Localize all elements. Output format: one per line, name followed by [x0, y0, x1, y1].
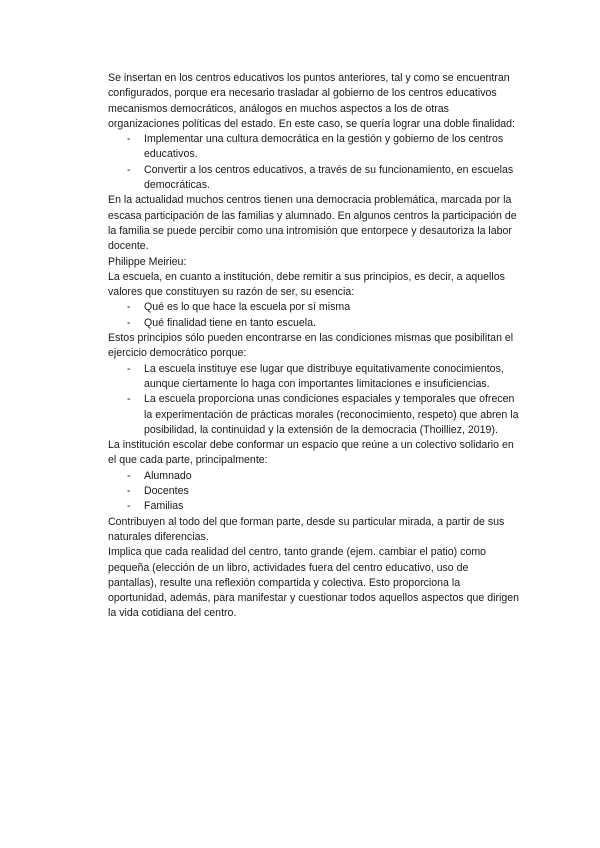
list-item: - Qué es lo que hace la escuela por sí misma — [108, 300, 520, 315]
paragraph-escuela: La escuela, en cuanto a institución, debe remitir a sus principios, es decir, a aquellos valores que constituyen su razón de ser, su esencia: — [108, 270, 505, 299]
list-item: - Convertir a los centros educativos, a través de su funcionamiento, en escuelas democráticas. — [108, 163, 520, 194]
paragraph-contribuyen: Contribuyen al todo del que forman parte, desde su particular mirada, a partir de sus naturales diferencias. — [108, 515, 505, 543]
list-item: - Docentes — [108, 484, 520, 499]
list-principios — [108, 300, 520, 331]
list-finalidades — [108, 132, 520, 193]
paragraph-implica: Implica que cada realidad del centro, tanto grande (ejem. cambiar el patio) como pequeña (elección de un libro, actividades fuera del centro educativo, uso de pantallas), resulte una reflexión compartida y colectiva. Esto proporciona la oportunidad, además, para manifestar y cuestionar todos aquellos aspectos que dirigen la vida cotidiana del centro. — [108, 546, 520, 620]
list-item: - Familias — [108, 499, 520, 514]
list-condiciones — [108, 362, 520, 438]
paragraph-institucion: La institución escolar debe conformar un espacio que reúne a un colectivo solidario en el que cada parte, principalmente: — [108, 439, 514, 467]
list-item: - Qué finalidad tiene en tanto escuela. — [108, 316, 520, 331]
list-partes — [108, 469, 520, 515]
paragraph-principios: Estos principios sólo pueden encontrarse en las condiciones mismas que posibilitan el ejercicio democrático porque: — [108, 332, 514, 360]
list-item: - La escuela instituye ese lugar que distribuye equitativamente conocimientos, aunque ciertamente lo haga con importantes limitaciones e insuficiencias. — [108, 362, 520, 393]
paragraph-actualidad: En la actualidad muchos centros tienen una democracia problemática, marcada por la escasa participación de las familias y alumnado. En algunos centros la participación de la familia se puede percibir como una intromisión que entorpece y desautoriza la labor docente. — [108, 194, 517, 253]
paragraph-intro: Se insertan en los centros educativos los puntos anteriores, tal y como se encuentran configurados, porque era necesario trasladar al gobierno de los centros educativos mecanismos democráticos, análogos en muchos aspectos a los de otras organizaciones políticas del estado. En este caso, se quería lograr una doble finalidad: — [108, 72, 515, 130]
author-name: Philippe Meirieu: — [108, 255, 187, 268]
list-item: - La escuela proporciona unas condiciones espaciales y temporales que ofrecen la experimentación de prácticas morales (reconocimiento, respeto) que abren la posibilidad, la continuidad y la extensión de la democracia (Thoilliez, 2019). — [108, 392, 520, 438]
list-item: - Alumnado — [108, 469, 520, 484]
document-body — [108, 71, 520, 622]
list-item: - Implementar una cultura democrática en la gestión y gobierno de los centros educativos. — [108, 132, 520, 163]
